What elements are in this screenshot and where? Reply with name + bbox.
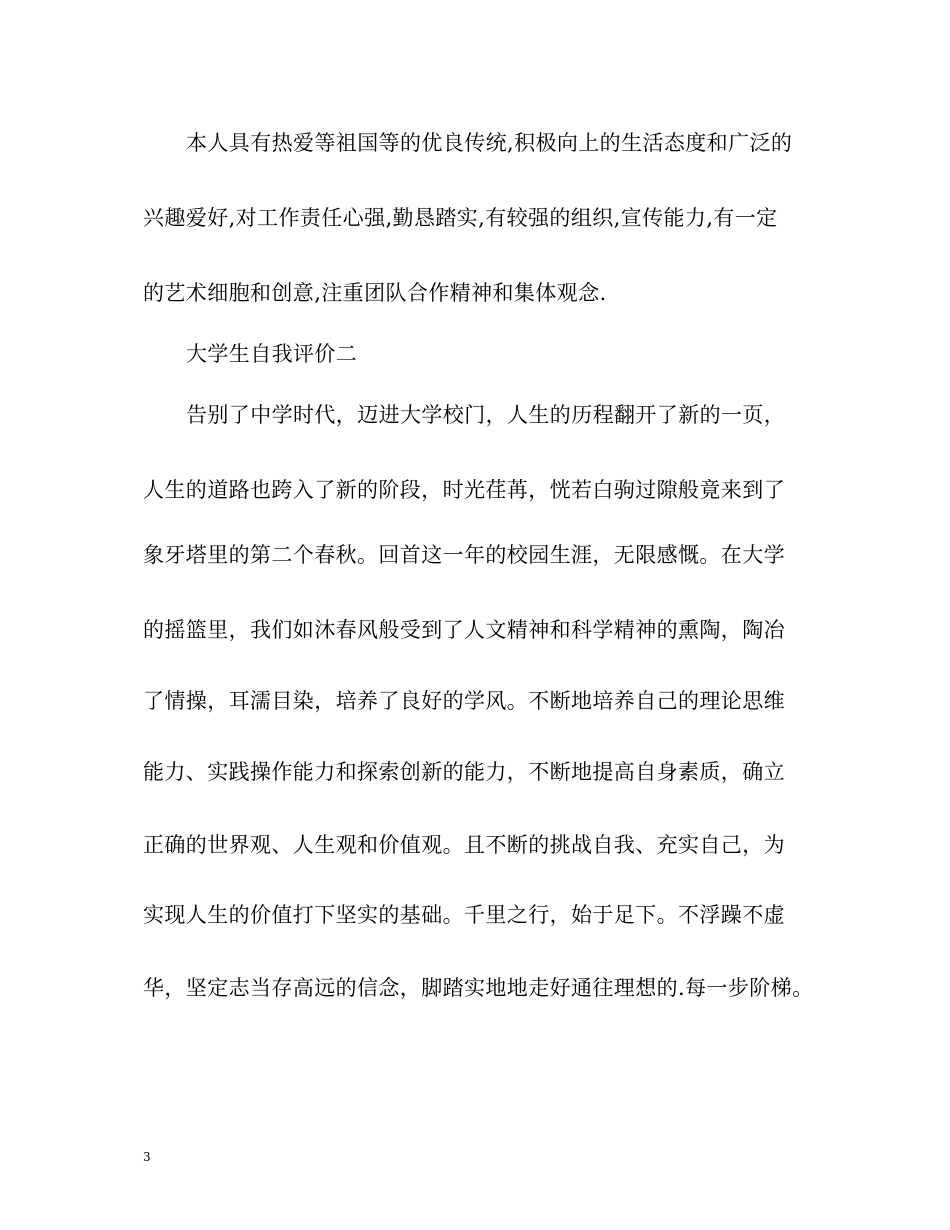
paragraph-1-line-3: 的艺术细胞和创意,注重团队合作精神和集体观念. bbox=[143, 281, 607, 305]
page-number: 3 bbox=[143, 1150, 151, 1164]
paragraph-1-line-2: 兴趣爱好,对工作责任心强,勤恳踏实,有较强的组织,宣传能力,有一定 bbox=[143, 206, 778, 230]
section-heading: 大学生自我评价二 bbox=[186, 342, 358, 366]
paragraph-2-line-3: 象牙塔里的第二个春秋。回首这一年的校园生涯，无限感慨。在大学 bbox=[143, 543, 785, 567]
paragraph-2-line-5: 了情操，耳濡目染，培养了良好的学风。不断地培养自己的理论思维 bbox=[143, 689, 785, 713]
paragraph-2-line-4: 的摇篮里，我们如沐春风般受到了人文精神和科学精神的熏陶，陶冶 bbox=[143, 618, 785, 642]
paragraph-2-line-9: 华，坚定志当存高远的信念，脚踏实地地走好通往理想的.每一步阶梯。 bbox=[143, 976, 814, 1000]
paragraph-2-line-6: 能力、实践操作能力和探索创新的能力，不断地提高自身素质，确立 bbox=[143, 760, 785, 784]
paragraph-2-line-2: 人生的道路也跨入了新的阶段，时光荏苒，恍若白驹过隙般竟来到了 bbox=[143, 478, 785, 502]
paragraph-1-line-1: 本人具有热爱等祖国等的优良传统,积极向上的生活态度和广泛的 bbox=[186, 131, 793, 155]
paragraph-2-line-8: 实现人生的价值打下坚实的基础。千里之行，始于足下。不浮躁不虚 bbox=[143, 903, 785, 927]
paragraph-2-line-1: 告别了中学时代，迈进大学校门，人生的历程翻开了新的一页， bbox=[186, 403, 786, 427]
paragraph-2-line-7: 正确的世界观、人生观和价值观。且不断的挑战自我、充实自己，为 bbox=[143, 833, 785, 857]
